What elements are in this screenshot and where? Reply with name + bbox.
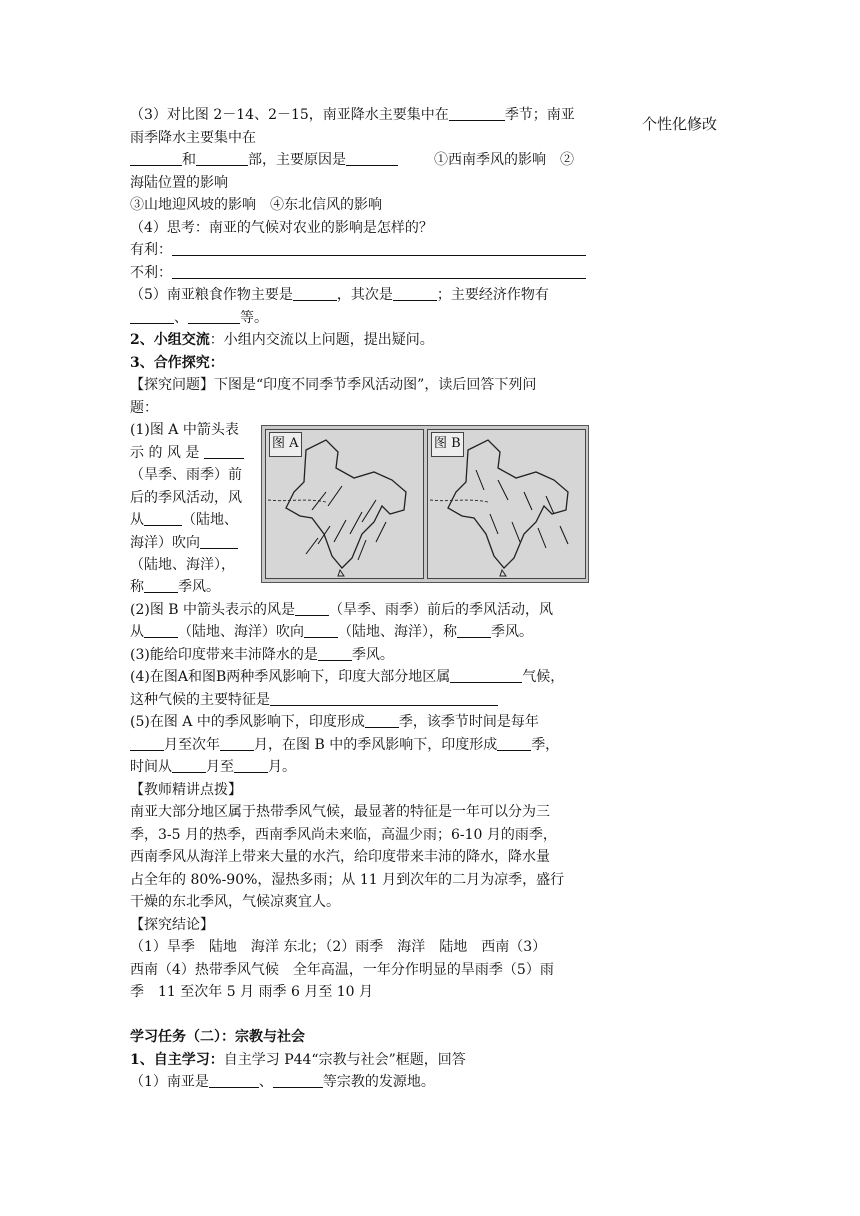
fig-q1-text: 称	[130, 579, 144, 595]
teacher-line: 占全年的 80%-90%，湿热多雨；从 11 月到次年的二月为凉季，盛行	[130, 871, 565, 888]
q3-line4: 海陆位置的影响	[130, 174, 228, 191]
favor-label: 有利：	[130, 242, 172, 258]
figure-block	[130, 419, 587, 576]
figure-b-label: 图 B	[431, 432, 464, 457]
blank[interactable]	[200, 534, 238, 549]
blank[interactable]	[188, 309, 240, 324]
q-fig5-text: 月至次年	[164, 736, 220, 753]
q-fig5-line2	[130, 734, 587, 757]
fig-q1-text: 从	[130, 512, 144, 528]
blank[interactable]	[304, 623, 338, 638]
blank[interactable]	[293, 286, 337, 301]
q5-text: ；主要经济作物有	[436, 287, 549, 303]
blank[interactable]	[497, 736, 531, 751]
blank[interactable]	[346, 151, 398, 166]
task2-self-text: 自主学习 P44“宗教与社会”框题，回答	[223, 1051, 466, 1068]
fig-q1-text: 示 的 风 是	[130, 444, 200, 461]
blank[interactable]	[393, 286, 437, 301]
q-fig2-text: 季风。	[491, 624, 533, 640]
q-fig4-text: (4)在图A和图B两种季风影响下，印度大部分地区属	[130, 669, 451, 685]
q-fig4-text: 这种气候的主要特征是	[130, 691, 270, 708]
q-fig3	[130, 644, 587, 667]
blank[interactable]	[450, 668, 522, 683]
teacher-line: 南亚大部分地区属于热带季风气候，最显著的特征是一年可以分为三	[130, 804, 550, 820]
fig-q1-line6	[130, 532, 250, 555]
fig-q1-line2	[130, 442, 250, 465]
q-fig5-text: 季，	[531, 736, 560, 753]
blank[interactable]	[196, 151, 248, 166]
blank[interactable]	[449, 106, 505, 121]
figure-a-label: 图 A	[269, 432, 302, 457]
blank[interactable]	[144, 511, 182, 526]
q5-text: ，其次是	[336, 287, 393, 303]
blank[interactable]	[365, 713, 399, 728]
main-column	[130, 104, 587, 1094]
q5-text: 等。	[240, 309, 268, 326]
fig-q1-text: 后的季风活动，风	[130, 489, 242, 506]
group-text: ：小组内交流以上问题，提出疑问。	[209, 332, 434, 348]
group-title: 2、小组交流	[130, 332, 210, 348]
spacer	[130, 1004, 587, 1027]
explore-line1: 【探究问题】下图是“印度不同季节季风活动图”，读后回答下列问	[130, 377, 537, 393]
conclusion-line: 季 11 至次年 5 月 雨季 6 月至 10 月	[130, 984, 374, 1000]
q3-line3	[130, 149, 587, 172]
arrows-a	[306, 486, 386, 560]
coop-title: 3、合作探究：	[130, 354, 224, 371]
fig-q1-text: （陆地、	[182, 512, 238, 528]
q3-line1	[130, 104, 587, 127]
arrows-b	[476, 470, 568, 548]
teacher-line: 干燥的东北季风，气候凉爽宜人。	[130, 894, 340, 910]
q5-line1	[130, 284, 587, 307]
q-fig5-text: 月。	[268, 759, 296, 775]
q3-text: 和	[182, 152, 196, 168]
q5-text: （5）南亚粮食作物主要是	[130, 287, 293, 303]
blank[interactable]	[130, 309, 174, 324]
q3-text: 部，主要原因是	[248, 152, 346, 168]
task2-q1-text: 、	[258, 1074, 273, 1090]
q4-unfavor	[130, 262, 587, 285]
blank[interactable]	[318, 646, 352, 661]
conclusion-line: （1）旱季 陆地 海洋 东北；（2）雨季 海洋 陆地 西南（3）	[130, 939, 547, 955]
q-fig2-text: （陆地、海洋），称	[338, 624, 457, 640]
q-fig2-line1	[130, 599, 587, 622]
q-fig5-text: 时间从	[130, 759, 172, 775]
fig-q1-text: （陆地、海洋），	[130, 557, 235, 573]
fig-q1-line5	[130, 509, 250, 532]
task2-q1-text: （1）南亚是	[130, 1074, 209, 1090]
q3-line2: 雨季降水主要集中在	[130, 129, 256, 146]
task2-q1	[130, 1071, 587, 1094]
blank[interactable]	[144, 623, 178, 638]
fig-q1-text: （旱季、雨季）前	[130, 467, 242, 483]
q-fig4-line2	[130, 689, 587, 712]
unfavor-label: 不利：	[130, 264, 172, 281]
sri-lanka-shape	[500, 570, 506, 576]
fig-q1-text: 季风。	[178, 579, 220, 595]
q-fig2-text: （陆地、海洋）吹向	[178, 624, 304, 640]
q4-favor	[130, 239, 587, 262]
q-fig2-text: （旱季、雨季）前后的季风活动，风	[329, 601, 554, 618]
q-fig5-text: (5)在图 A 中的季风影响下，印度形成	[130, 714, 365, 730]
monsoon-figure	[261, 425, 589, 583]
tropic-line	[430, 500, 488, 502]
sri-lanka-shape	[338, 570, 344, 576]
teacher-line: 季，3-5 月的热季，西南季风尚未来临，高温少雨；6-10 月的雨季，	[130, 826, 557, 843]
fig-q1	[130, 419, 250, 577]
map-panel-b	[427, 429, 586, 579]
q-fig3-text: (3)能给印度带来丰沛降水的是	[130, 646, 318, 663]
favor-blank[interactable]	[172, 241, 586, 256]
fig-q1-text: (1)图 A 中箭头表	[130, 422, 239, 438]
blank[interactable]	[130, 736, 164, 751]
q-fig2-text: (2)图 B 中箭头表示的风是	[130, 601, 296, 618]
blank[interactable]	[270, 691, 498, 706]
teacher-line: 西南季风从海洋上带来大量的水汽，给印度带来丰沛的降水，降水量	[130, 849, 550, 865]
blank[interactable]	[172, 758, 206, 773]
blank[interactable]	[273, 1073, 323, 1088]
blank[interactable]	[204, 444, 244, 459]
blank[interactable]	[234, 758, 268, 773]
task2-self-title: 1、自主学习：	[130, 1051, 224, 1068]
q-fig4-text: 气候，	[522, 669, 565, 685]
q3-options: ①西南季风的影响 ②	[434, 152, 574, 168]
q-fig5-text: 月至	[206, 759, 234, 775]
q4-line1: （4）思考：南亚的气候对农业的影响是怎样的？	[130, 219, 433, 236]
q3-text: （3）对比图 2－14、2－15，南亚降水主要集中在	[130, 107, 449, 123]
blank[interactable]	[209, 1073, 259, 1088]
blank[interactable]	[295, 601, 329, 616]
conclusion-line: 西南（4）热带季风气候 全年高温，一年分作明显的旱雨季（5）雨	[130, 961, 554, 978]
tropic-line	[268, 500, 326, 502]
blank[interactable]	[144, 578, 178, 593]
blank[interactable]	[130, 151, 182, 166]
group-exchange	[130, 329, 587, 352]
q-fig5-line1	[130, 711, 587, 734]
q5-text: 、	[174, 309, 188, 326]
q-fig2-line2	[130, 621, 587, 644]
q-fig5-text: 季，该季节时间是每年	[398, 714, 539, 730]
unfavor-blank[interactable]	[172, 264, 586, 279]
blank[interactable]	[220, 736, 254, 751]
map-panel-a	[265, 429, 424, 579]
blank[interactable]	[457, 623, 491, 638]
task2-q1-text: 等宗教的发源地。	[322, 1074, 435, 1090]
q5-line2	[130, 307, 587, 330]
explore-line2: 题：	[130, 399, 158, 416]
teacher-title: 【教师精讲点拨】	[130, 781, 242, 798]
task2-title: 学习任务（二）：宗教与社会	[130, 1029, 305, 1045]
side-note: 个性化修改	[642, 115, 718, 133]
q-fig5-text: 月，在图 B 中的季风影响下，印度形成	[254, 736, 498, 753]
conclusion-title: 【探究结论】	[130, 916, 214, 933]
q-fig4-line1	[130, 666, 587, 689]
task2-self	[130, 1049, 587, 1072]
q-fig2-text: 从	[130, 624, 144, 640]
q3-text: 季节；南亚	[504, 107, 575, 123]
q-fig5-line3	[130, 756, 587, 779]
q3-line5: ③山地迎风坡的影响 ④东北信风的影响	[130, 197, 382, 213]
india-outline	[286, 440, 406, 568]
q-fig3-text: 季风。	[351, 646, 394, 663]
fig-q1-text: 海洋）吹向	[130, 534, 200, 551]
